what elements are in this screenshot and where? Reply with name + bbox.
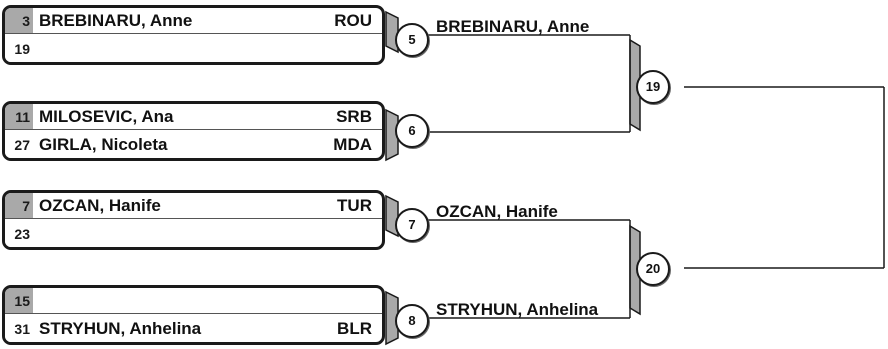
match-number-badge: 7 <box>395 208 429 242</box>
row-divider <box>5 33 382 34</box>
row-divider <box>5 313 382 314</box>
match-box-1 <box>2 5 385 65</box>
seed-number: 31 <box>5 316 33 342</box>
player-name: GIRLA, Nicoleta <box>39 135 168 154</box>
player-row <box>5 316 382 342</box>
player-name: BREBINARU, Anne <box>39 11 193 30</box>
player-country: ROU <box>334 11 372 30</box>
player-country: MDA <box>333 135 372 154</box>
match-winner-label: BREBINARU, Anne <box>436 17 590 36</box>
seed-number: 19 <box>5 36 33 62</box>
seed-number: 11 <box>5 104 33 130</box>
next-round-badge: 19 <box>636 70 670 104</box>
player-row <box>5 104 382 130</box>
seed-number: 27 <box>5 132 33 158</box>
seed-number: 23 <box>5 221 33 247</box>
player-country: TUR <box>337 196 372 215</box>
match-number-badge: 6 <box>395 114 429 148</box>
player-country: SRB <box>336 107 372 126</box>
seed-number: 7 <box>5 193 33 219</box>
match-number-badge: 5 <box>395 23 429 57</box>
player-row <box>5 221 382 247</box>
next-round-badge: 20 <box>636 252 670 286</box>
match-winner-label: STRYHUN, Anhelina <box>436 300 599 319</box>
player-row <box>5 36 382 62</box>
player-name: MILOSEVIC, Ana <box>39 107 174 126</box>
match-number-badge: 8 <box>395 304 429 338</box>
player-row <box>5 8 382 34</box>
match-box-2 <box>2 101 385 161</box>
player-row <box>5 193 382 219</box>
player-row <box>5 288 382 314</box>
seed-number: 15 <box>5 288 33 314</box>
row-divider <box>5 218 382 219</box>
player-country: BLR <box>337 319 372 338</box>
seed-number: 3 <box>5 8 33 34</box>
match-box-4 <box>2 285 385 345</box>
match-winner-label: OZCAN, Hanife <box>436 202 558 221</box>
player-row <box>5 132 382 158</box>
player-name: STRYHUN, Anhelina <box>39 319 202 338</box>
row-divider <box>5 129 382 130</box>
match-box-3 <box>2 190 385 250</box>
player-name: OZCAN, Hanife <box>39 196 161 215</box>
